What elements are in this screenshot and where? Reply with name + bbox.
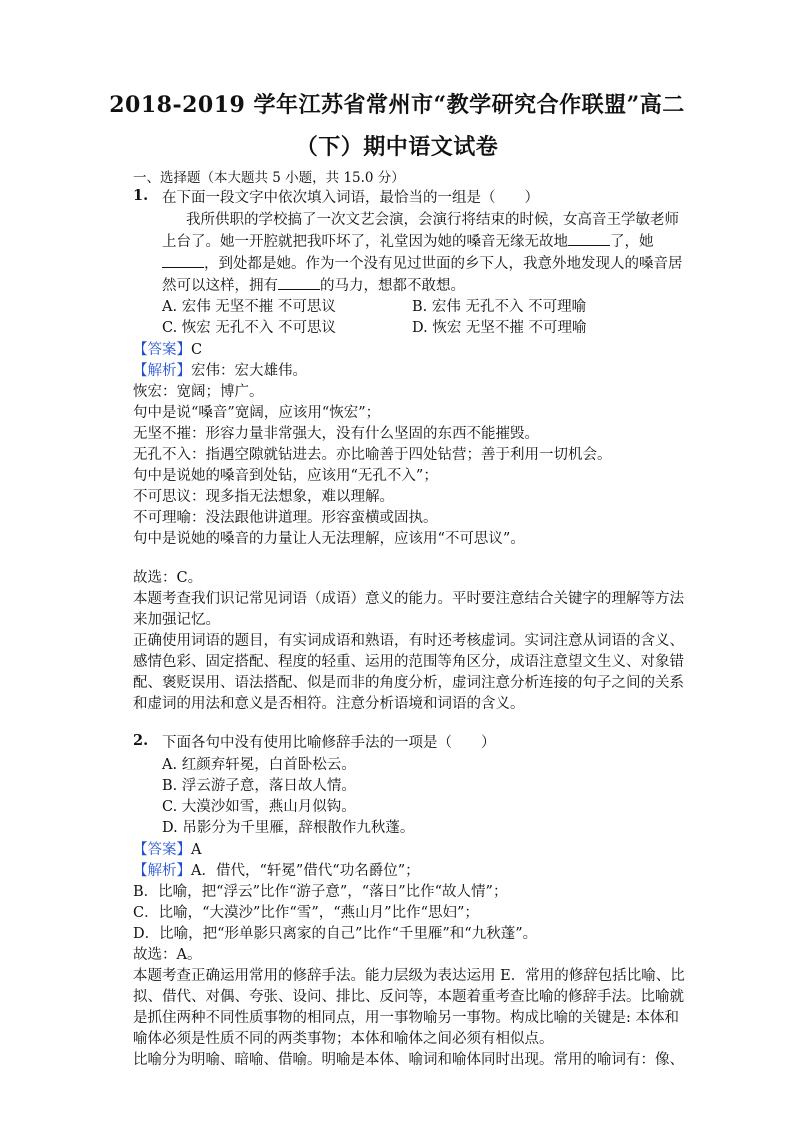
q2-option-b: B. 浮云游子意，落日故人情。 xyxy=(162,778,356,794)
q2-option-a: A. 红颜弃轩冕，白首卧松云。 xyxy=(162,757,356,773)
q2-answer: 【答案】A xyxy=(133,842,202,858)
q1-analysis-line1: 【解析】宏伟：宏大雄伟。 xyxy=(133,363,307,379)
question-2-number: 2. xyxy=(133,732,149,749)
q2-comment-line: 本题考查正确运用常用的修辞手法。能力层级为表达运用 E．常用的修辞包括比喻、比 xyxy=(133,968,685,984)
q1-analysis-line: 不可理喻：没法跟他讲道理。形容蛮横或固执。 xyxy=(133,510,438,526)
q2-option-d: D. 吊影分为千里雁，辞根散作九秋蓬。 xyxy=(162,820,415,836)
question-2-stem: 下面各句中没有使用比喻修辞手法的一项是（ ） xyxy=(162,735,496,751)
q2-comment-line: 比喻分为明喻、暗喻、借喻。明喻是本体、喻词和喻体同时出现。常用的喻词有：像、 xyxy=(133,1052,684,1068)
exam-title-line2: （下）期中语文试卷 xyxy=(295,134,499,160)
q1-analysis-line: 无孔不入：指遇空隙就钻进去。亦比喻善于四处钻营；善于利用一切机会。 xyxy=(133,447,612,463)
q2-comment-line: 是抓住两种不同性质事物的相同点，用一事物喻另一事物。构成比喻的关键是: 本体和 xyxy=(133,1010,679,1026)
q1-analysis-line: 不可思议：现多指无法想象，难以理解。 xyxy=(133,489,394,505)
section-heading: 一、选择题（本大题共 5 小题，共 15.0 分） xyxy=(133,170,405,186)
q2-comment-line: 拟、借代、对偶、夸张、设问、排比、反问等，本题着重考查比喻的修辞手法。比喻就 xyxy=(133,989,684,1005)
q1-answer: 【答案】C xyxy=(133,342,203,358)
q1-option-c: C. 恢宏 无孔不入 不可思议 xyxy=(162,320,337,336)
q1-option-a: A. 宏伟 无坚不摧 不可思议 xyxy=(162,299,336,315)
question-1-stem: 在下面一段文字中依次填入词语，最恰当的一组是（ ） xyxy=(162,190,539,206)
q2-analysis-line: C．比喻，“大漠沙”比作“雪”，“燕山月”比作“思妇”； xyxy=(133,905,479,921)
q1-comment-line: 感情色彩、固定搭配、程度的轻重、运用的范围等角区分，成语注意望文生义、对象错 xyxy=(133,654,684,670)
q1-comment-line: 本题考查我们识记常见词语（成语）意义的能力。平时要注意结合关键字的理解等方法 xyxy=(133,591,684,607)
q1-analysis-line: 句中是说“嗓音”宽阔，应该用“恢宏”； xyxy=(133,405,381,421)
q1-passage-line2: 上台了。她一开腔就把我吓坏了，礼堂因为她的嗓音无缘无故地 了，她 xyxy=(162,231,654,252)
q1-option-d: D. 恢宏 无坚不摧 不可理喻 xyxy=(412,320,587,336)
q1-comment-line: 来加强记忆。 xyxy=(133,612,220,628)
fill-blank-3 xyxy=(278,275,320,290)
question-1-number: 1. xyxy=(133,187,149,204)
q2-choose: 故选：A。 xyxy=(133,947,202,963)
q2-option-c: C. 大漠沙如雪，燕山月似钩。 xyxy=(162,799,356,815)
q1-comment-line: 配、褒贬误用、语法搭配、似是而非的角度分析，虚词注意分析连接的句子之间的关系 xyxy=(133,675,684,691)
q1-choose: 故选：C。 xyxy=(133,570,203,586)
q1-analysis-line: 无坚不摧：形容力量非常强大，没有什么坚固的东西不能摧毁。 xyxy=(133,426,539,442)
q2-analysis-line: D．比喻，把“形单影只离家的自己”比作“千里雁”和“九秋蓬”。 xyxy=(133,926,538,942)
q1-passage-line3: ，到处都是她。作为一个没有见过世面的乡下人，我意外地发现人的嗓音居 xyxy=(162,253,683,274)
q2-analysis-line1: 【解析】A．借代，“轩冕”借代“功名爵位”； xyxy=(133,863,420,879)
q2-analysis-line: B．比喻，把“浮云”比作“游子意”，“落日”比作“故人情”； xyxy=(133,884,508,900)
q1-analysis-line: 恢宏：宽阔；博广。 xyxy=(133,384,264,400)
q1-analysis-line: 句中是说她的嗓音到处钻，应该用“无孔不入”； xyxy=(133,468,438,484)
fill-blank-2 xyxy=(162,253,204,268)
q1-passage-line4: 然可以这样，拥有 的马力，想都不敢想。 xyxy=(162,275,465,296)
exam-title-line1: 2018-2019 学年江苏省常州市“教学研究合作联盟”高二 xyxy=(109,92,685,118)
q1-comment-line: 正确使用词语的题目，有实词成语和熟语，有时还考核虚词。实词注意从词语的含义、 xyxy=(133,633,684,649)
q1-analysis-line: 句中是说她的嗓音的力量让人无法理解，应该用“不可思议”。 xyxy=(133,531,525,547)
q1-comment-line: 和虚词的用法和意义是否相符。注意分析语境和词语的含义。 xyxy=(133,696,525,712)
q1-passage-line1: 我所供职的学校搞了一次文艺会演，会演行将结束的时候，女高音王学敏老师 xyxy=(186,212,679,228)
fill-blank-1 xyxy=(568,231,610,246)
q2-comment-line: 喻体必须是性质不同的两类事物；本体和喻体之间必须有相似点。 xyxy=(133,1031,554,1047)
q1-option-b: B. 宏伟 无孔不入 不可理喻 xyxy=(412,299,587,315)
